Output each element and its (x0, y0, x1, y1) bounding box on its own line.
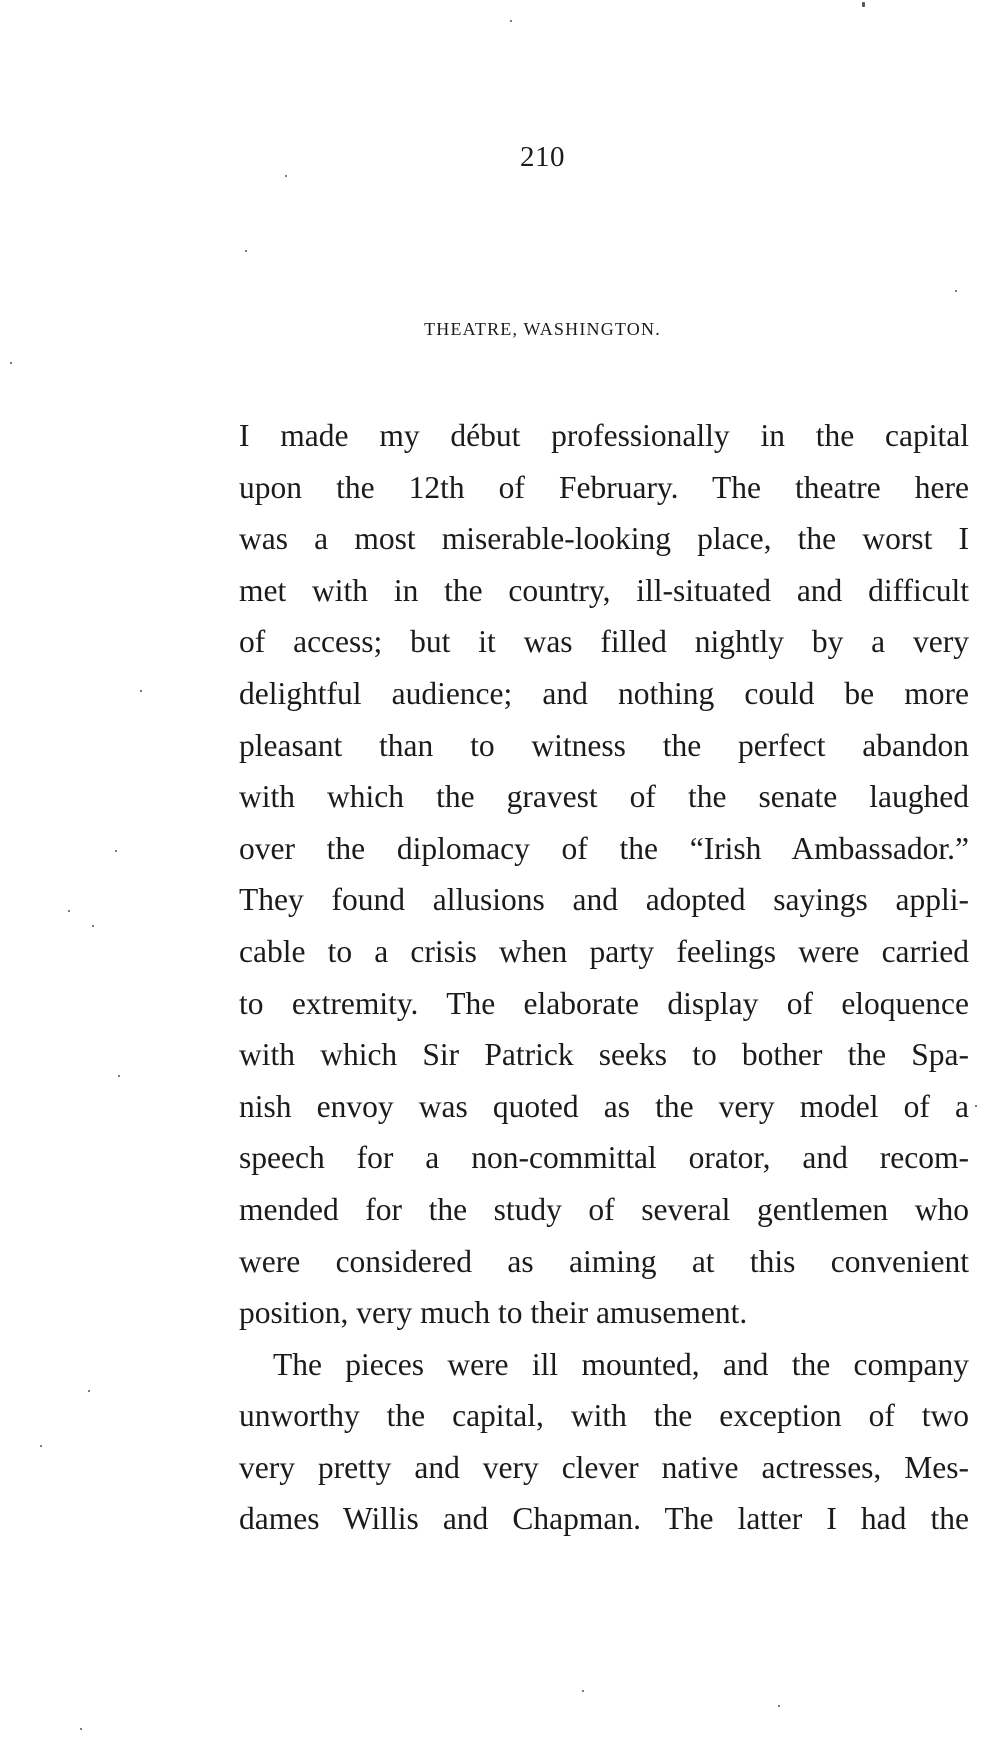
text-line: with which Sir Patrick seeks to bother the Spa- (239, 1037, 969, 1073)
text-line: mended for the study of several gentlemen who (239, 1191, 969, 1227)
scan-speck (140, 690, 142, 692)
scan-speck (285, 175, 287, 177)
scan-speck (10, 362, 12, 364)
text-line: unworthy the capital, with the exception of two (239, 1398, 969, 1434)
scan-speck (118, 1075, 120, 1077)
scan-speck (510, 20, 512, 22)
scan-speck (88, 1390, 90, 1392)
text-line: cable to a crisis when party feelings were carried (239, 933, 969, 969)
text-line: over the diplomacy of the “Irish Ambassador.” (239, 830, 969, 866)
text-line: very pretty and very clever native actresses, Mes- (239, 1449, 969, 1485)
text-line: nish envoy was quoted as the very model of a (239, 1088, 969, 1124)
text-line: met with in the country, ill-situated and difficult (239, 572, 969, 608)
scan-speck (245, 250, 247, 252)
text-line: I made my début professionally in the capital (239, 418, 969, 453)
scan-speck (862, 2, 865, 7)
text-line: dames Willis and Chapman. The latter I had the (239, 1501, 969, 1537)
text-line: with which the gravest of the senate laughed (239, 779, 969, 815)
scan-speck (582, 1690, 584, 1692)
text-line: delightful audience; and nothing could be more (239, 675, 969, 711)
scan-speck (68, 910, 70, 912)
scan-speck (778, 1705, 780, 1707)
text-line: pleasant than to witness the perfect abandon (239, 727, 969, 763)
scan-speck (80, 1728, 82, 1730)
text-line: to extremity. The elaborate display of eloquence (239, 985, 969, 1021)
text-line: upon the 12th of February. The theatre here (239, 469, 969, 505)
text-line: position, very much to their amusement. (239, 1295, 748, 1331)
text-line: They found allusions and adopted sayings appli- (239, 882, 969, 918)
running-head: THEATRE, WASHINGTON. (424, 319, 661, 339)
scan-speck (92, 925, 94, 927)
scan-speck (115, 850, 117, 852)
text-line: of access; but it was filled nightly by a very (239, 624, 969, 660)
text-line: was a most miserable-looking place, the worst I (239, 521, 969, 557)
text-line: were considered as aiming at this convenient (239, 1243, 969, 1279)
text-line: The pieces were ill mounted, and the company (273, 1346, 969, 1382)
body-text (239, 410, 969, 1545)
text-line: speech for a non-committal orator, and recom- (239, 1140, 969, 1176)
page-number: 210 (520, 141, 565, 173)
scan-speck (975, 1105, 977, 1107)
scan-speck (40, 1445, 42, 1447)
scan-speck (955, 290, 957, 292)
paragraph-2 (239, 1339, 969, 1545)
paragraph-1 (239, 410, 969, 1339)
